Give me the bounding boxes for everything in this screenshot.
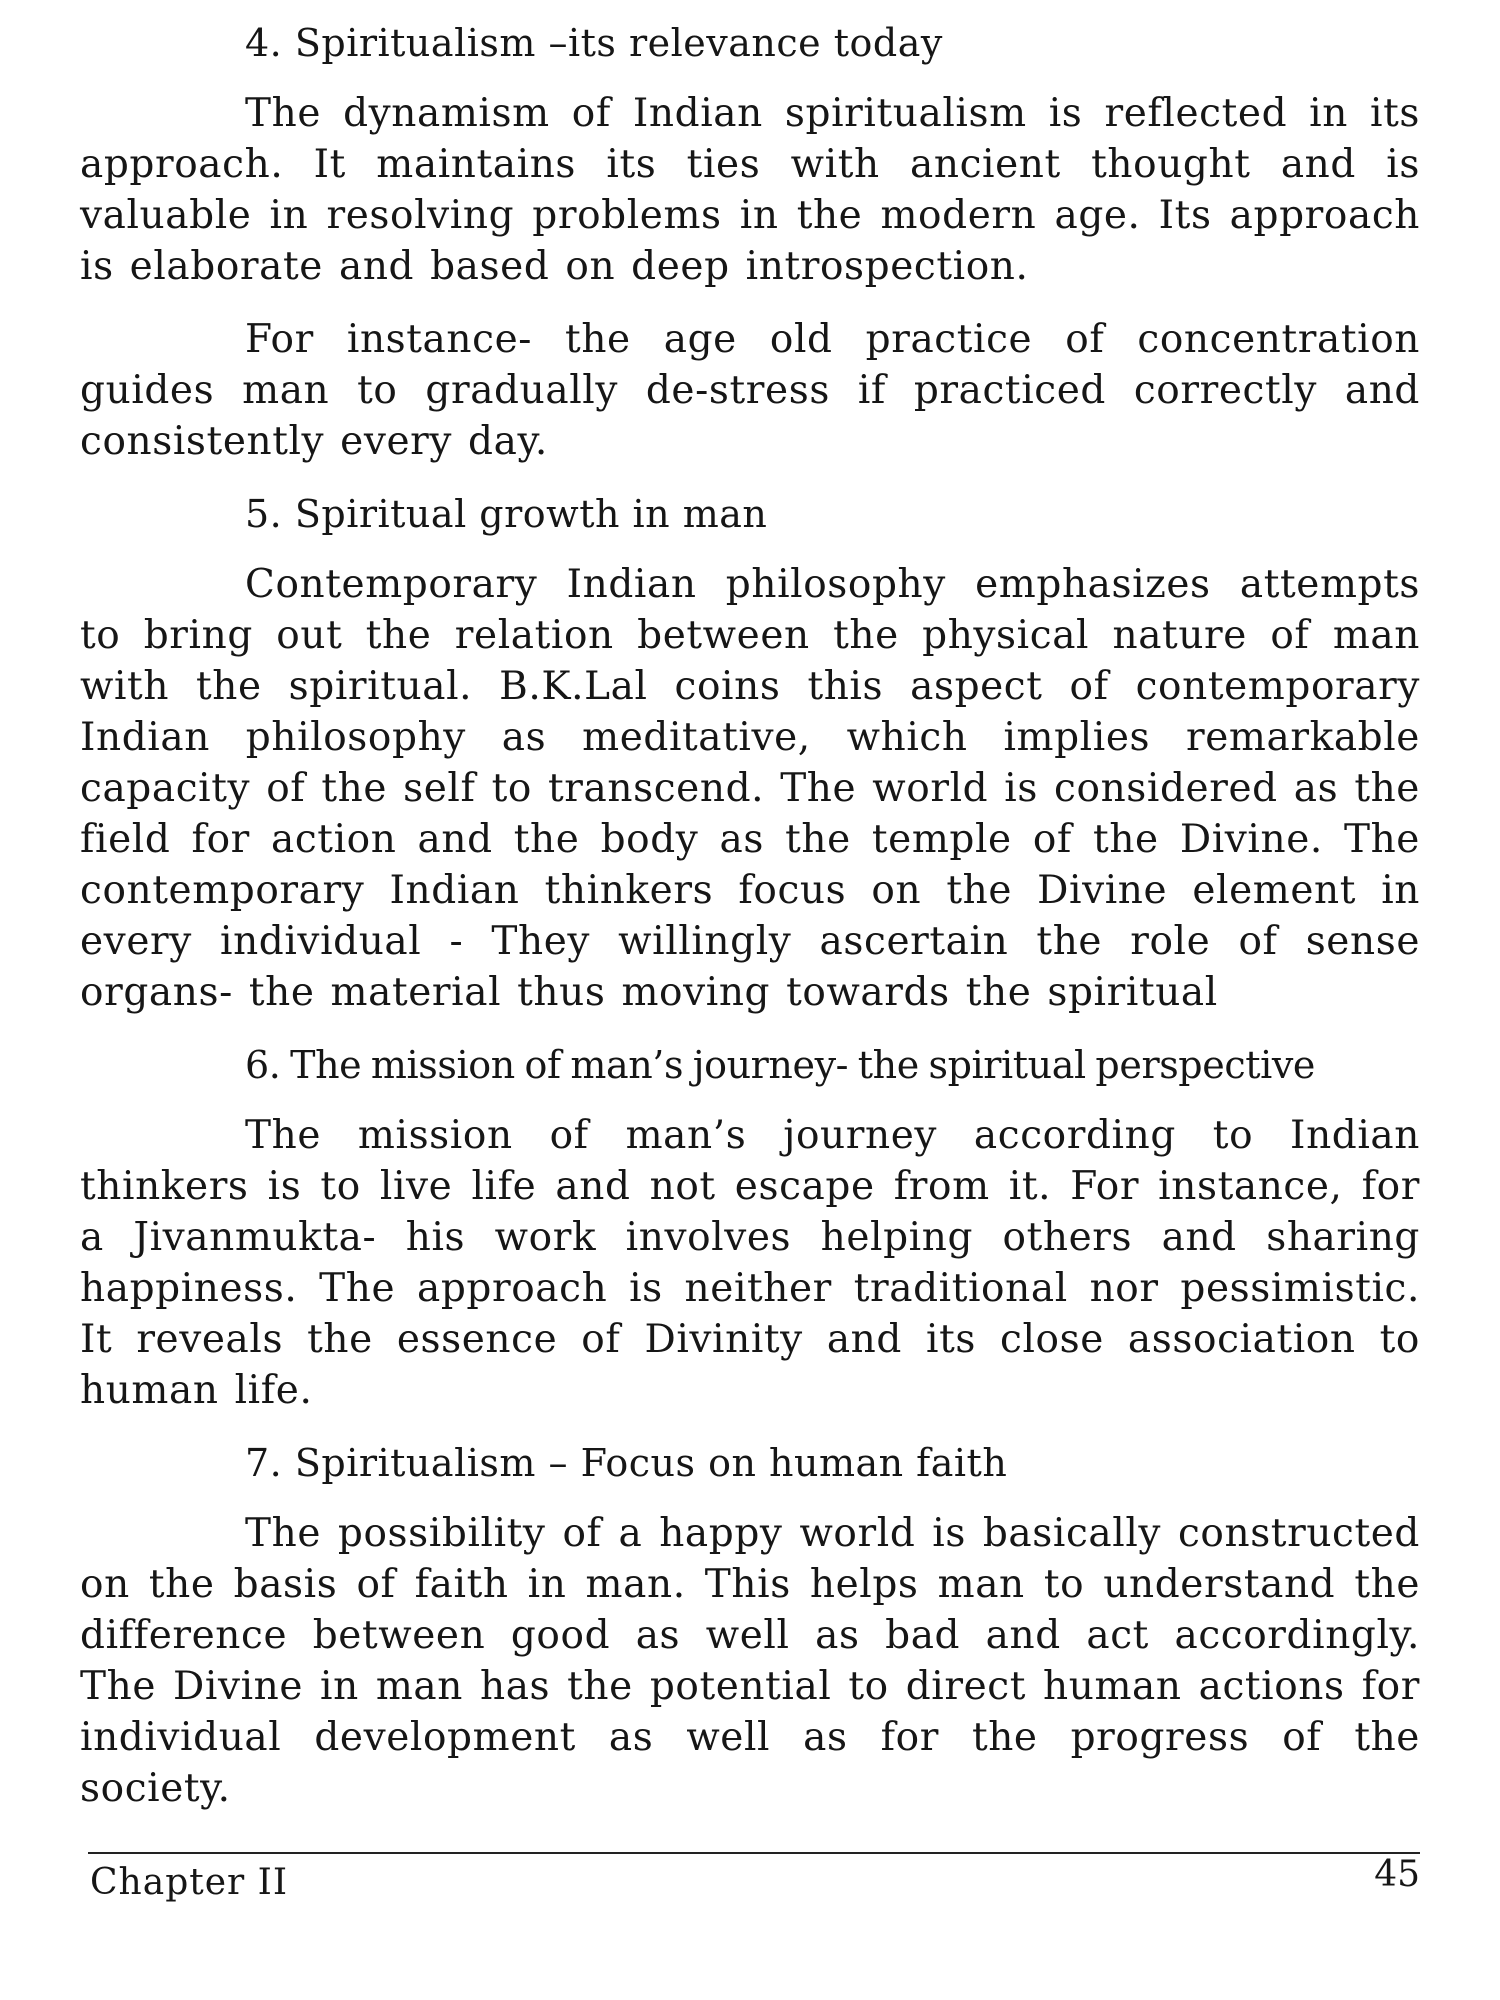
section-6-heading: 6. The mission of man’s journey- the spiritual perspective — [245, 1043, 1315, 1087]
page-footer — [88, 1852, 1420, 1903]
section-4-paragraph-2: For instance- the age old practice of concentration guides man to gradually de-stress if practiced correctly and consistently every day. — [80, 317, 1420, 464]
section-5-paragraph-1: Contemporary Indian philosophy emphasizes attempts to bring out the relation between the physical nature of man with the spiritual. B.K.Lal coins this aspect of contemporary Indian philosophy as meditative, which implies remarkable capacity of the self to transcend. The world is considered as the field for action and the body as the temple of the Divine. The contemporary Indian thinkers focus on the Divine element in every individual - They willingly ascertain the role of sense organs- the material thus moving towards the spiritual — [80, 562, 1420, 1015]
footer-page-number: 45 — [1374, 1854, 1420, 1895]
section-7-paragraph-1: The possibility of a happy world is basically constructed on the basis of faith in man. This helps man to understand the difference between good as well as bad and act accordingly. The Divine in man has the potential to direct human actions for individual development as well as for the progress of the society. — [80, 1511, 1420, 1811]
section-4-paragraph-1: The dynamism of Indian spiritualism is reflected in its approach. It maintains its ties with ancient thought and is valuable in resolving problems in the modern age. Its approach is elaborate and based on deep introspection. — [80, 91, 1420, 289]
section-5-heading: 5. Spiritual growth in man — [245, 492, 768, 536]
footer-chapter-label: Chapter II — [90, 1862, 289, 1903]
section-6-paragraph-1: The mission of man’s journey according to Indian thinkers is to live life and not escape from it. For instance, for a Jivanmukta- his work involves helping others and sharing happiness. The approach is neither traditional nor pessimistic. It reveals the essence of Divinity and its close association to human life. — [80, 1113, 1420, 1413]
section-4-heading: 4. Spiritualism –its relevance today — [245, 21, 943, 65]
section-7-heading: 7. Spiritualism – Focus on human faith — [245, 1441, 1008, 1485]
page-body — [80, 18, 1420, 1978]
